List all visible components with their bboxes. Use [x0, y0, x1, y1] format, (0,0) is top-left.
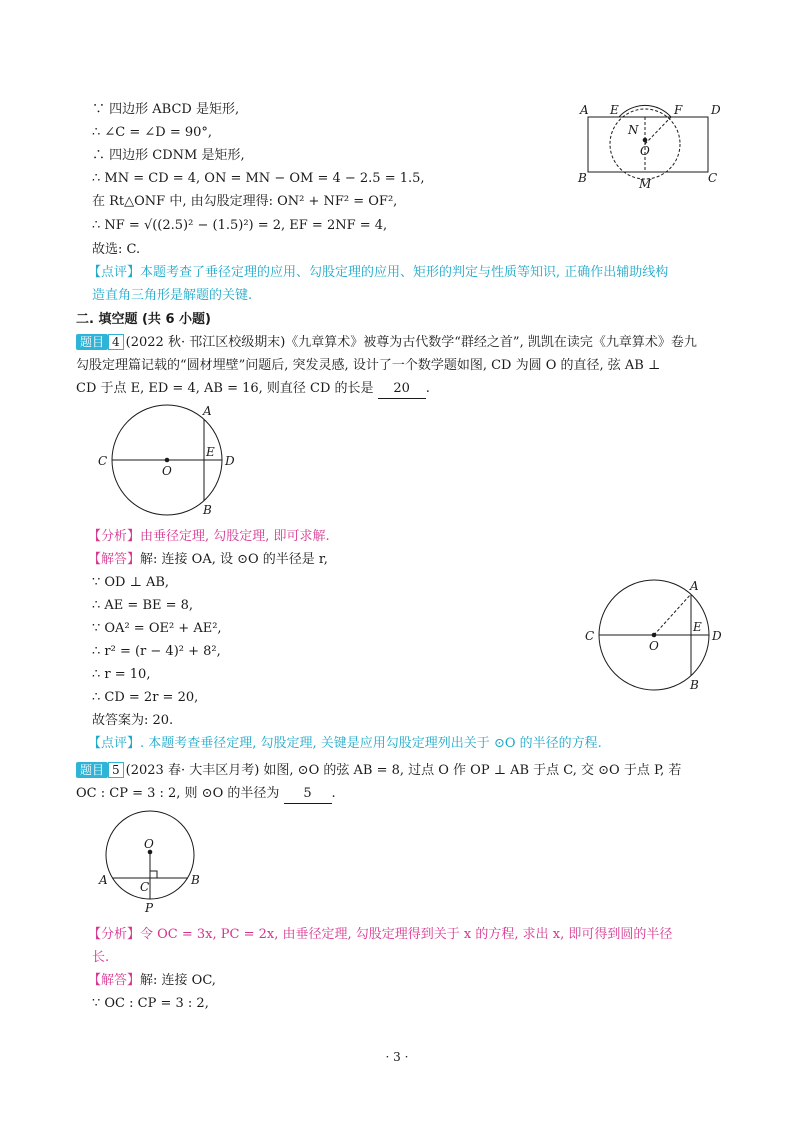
solution-line: ∴ 四边形 CDNM 是矩形, [92, 148, 245, 163]
solution-line: 在 Rt△ONF 中, 由勾股定理得: ON² + NF² = OF², [92, 194, 398, 209]
label-n: N [628, 123, 639, 137]
solution-line: ∴ CD = 2r = 20, [92, 690, 199, 705]
solution-tag: 【解答】 [88, 552, 141, 567]
label-a: A [203, 404, 212, 418]
question-tag: 题目 [76, 334, 108, 350]
label-e: E [610, 103, 619, 117]
label-m: M [639, 177, 652, 191]
question-text: OC : CP = 3 : 2, 则 ⊙O 的半径为 [76, 786, 280, 801]
analysis-line [88, 926, 672, 944]
segment-oa [654, 594, 691, 635]
comment-tag: 【点评】 [88, 736, 141, 751]
question-line [76, 762, 681, 780]
solution-line: ∵ 四边形 ABCD 是矩形, [92, 102, 240, 117]
label-b: B [690, 678, 699, 692]
circle-arc-above [619, 105, 671, 117]
question-number: 5 [108, 762, 124, 778]
center-point-o [165, 458, 170, 463]
comment-line: 造直角三角形是解题的关键. [92, 288, 253, 303]
answer-blank: 20 [378, 380, 426, 399]
analysis-line: 长. [92, 950, 110, 965]
solution-line: ∴ r = 10, [92, 667, 151, 682]
label-p: P [145, 901, 154, 915]
question-text: (2022 秋· 邗江区校级期末)《九章算术》被尊为古代数学“群经之首”, 凯凯在读完《九章算术》卷九 [125, 335, 697, 350]
label-b: B [578, 171, 587, 185]
solution-line: ∵ OA² = OE² + AE², [92, 621, 222, 636]
analysis-text: 令 OC = 3x, PC = 2x, 由垂径定理, 勾股定理得到关于 x 的方程, 求出 x, 即可得到圆的半径 [140, 927, 673, 942]
label-o: O [640, 144, 650, 158]
page-number: · 3 · [385, 1050, 409, 1064]
analysis-tag: 【分析】 [88, 529, 141, 544]
label-b: B [191, 873, 200, 887]
label-c: C [98, 454, 108, 468]
comment-text: . 本题考查垂径定理, 勾股定理, 关键是应用勾股定理列出关于 ⊙O 的半径的方程. [140, 736, 602, 751]
solution-line: ∴ MN = CD = 4, ON = MN − OM = 4 − 2.5 = 1.5, [92, 171, 425, 186]
label-c: C [708, 171, 718, 185]
solution-line: 故选: C. [92, 242, 141, 257]
label-o: O [144, 837, 154, 851]
solution-line: 故答案为: 20. [92, 713, 174, 728]
label-f: F [674, 103, 683, 117]
solution-line: ∴ AE = BE = 8, [92, 598, 194, 613]
label-a: A [690, 579, 699, 593]
solution-line: ∵ OC : CP = 3 : 2, [92, 996, 209, 1011]
comment-text: 本题考查了垂径定理的应用、勾股定理的应用、矩形的判定与性质等知识, 正确作出辅助线构 [140, 265, 669, 280]
label-c: C [140, 880, 150, 894]
label-d: D [712, 629, 722, 643]
solution-line: ∴ r² = (r − 4)² + 8², [92, 644, 221, 659]
solution-line: ∴ NF = √((2.5)² − (1.5)²) = 2, EF = 2NF = 4, [92, 218, 388, 233]
label-e: E [693, 620, 702, 634]
analysis-text: 由垂径定理, 勾股定理, 即可求解. [140, 529, 330, 544]
q5-figure [95, 810, 215, 920]
center-point-o [652, 633, 657, 638]
solution-line [88, 972, 216, 990]
question-text: (2023 春· 大丰区月考) 如图, ⊙O 的弦 AB = 8, 过点 O 作 OP ⊥ AB 于点 C, 交 ⊙O 于点 P, 若 [125, 763, 682, 778]
comment-line [88, 264, 668, 282]
solution-line: ∴ ∠C = ∠D = 90°, [92, 125, 213, 140]
q4-solution-figure [582, 578, 732, 698]
label-c: C [585, 629, 595, 643]
label-d: D [225, 454, 235, 468]
label-a: A [580, 103, 589, 117]
question-tag: 题目 [76, 762, 108, 778]
label-e: E [206, 445, 215, 459]
comment-line [88, 735, 602, 753]
rectangle-circle-figure [578, 100, 728, 195]
question-line [76, 334, 697, 352]
q4-question-figure [95, 400, 245, 520]
label-b: B [203, 503, 212, 517]
solution-text: 解: 连接 OC, [140, 973, 216, 988]
question-line: OC : CP = 3 : 2, 则 ⊙O 的半径为 5 . [76, 785, 336, 804]
section-title: 二. 填空题 (共 6 小题) [76, 312, 211, 327]
question-text: CD 于点 E, ED = 4, AB = 16, 则直径 CD 的长是 [76, 381, 374, 396]
solution-tag: 【解答】 [88, 973, 141, 988]
center-point-o [643, 138, 648, 143]
label-o: O [162, 464, 172, 478]
question-line: CD 于点 E, ED = 4, AB = 16, 则直径 CD 的长是 20 . [76, 380, 430, 399]
segment-of [645, 117, 671, 144]
question-number: 4 [108, 334, 124, 350]
analysis-tag: 【分析】 [88, 927, 141, 942]
solution-line [88, 551, 328, 569]
analysis-line [88, 528, 330, 546]
answer-blank: 5 [284, 785, 332, 804]
comment-tag: 【点评】 [88, 265, 141, 280]
label-o: O [649, 639, 659, 653]
question-line: 勾股定理篇记载的“圆材埋壁”问题后, 突发灵感, 设计了一个数学题如图, CD 为圆 O 的直径, 弦 AB ⊥ [76, 358, 661, 373]
solution-line: ∵ OD ⊥ AB, [92, 575, 170, 590]
label-a: A [99, 873, 108, 887]
right-angle-mark [150, 871, 157, 878]
label-d: D [711, 103, 721, 117]
solution-text: 解: 连接 OA, 设 ⊙O 的半径是 r, [140, 552, 328, 567]
